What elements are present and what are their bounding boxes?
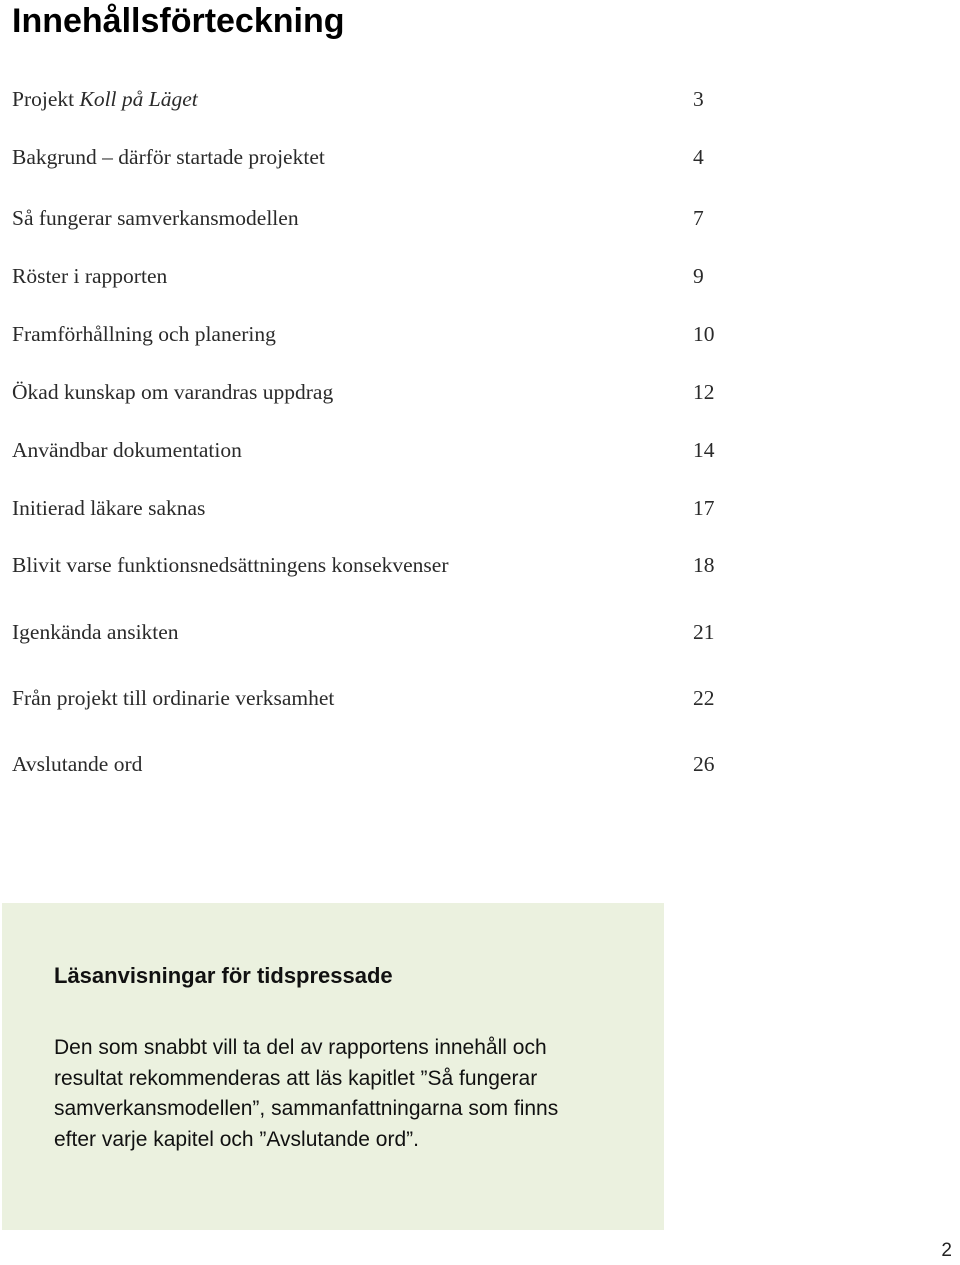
toc-entry — [12, 203, 722, 233]
toc-entry — [12, 493, 722, 523]
toc-entry-page: 22 — [693, 686, 715, 710]
reading-guide-line: samverkansmodellen”, sammanfattningarna som finns — [54, 1097, 559, 1120]
page-title: Innehållsförteckning — [12, 2, 345, 40]
toc-entry-page: 21 — [693, 620, 715, 644]
toc-entry-page: 4 — [693, 145, 704, 169]
toc-entry-page: 9 — [693, 264, 704, 288]
toc-entry — [12, 550, 722, 580]
toc-entry-title: Så fungerar samverkansmodellen — [12, 206, 299, 230]
toc-entry — [12, 319, 722, 349]
toc-entry-page: 18 — [693, 553, 715, 577]
toc-entry-title: Röster i rapporten — [12, 264, 168, 288]
toc-entry — [12, 142, 722, 172]
toc-entry — [12, 435, 722, 465]
toc-entry-page: 26 — [693, 752, 715, 776]
toc-entry-page: 7 — [693, 206, 704, 230]
toc-entry — [12, 84, 722, 114]
toc-entry — [12, 683, 722, 713]
toc-entry-title: Användbar dokumentation — [12, 438, 242, 462]
toc-entry-page: 17 — [693, 496, 715, 520]
toc-entry — [12, 377, 722, 407]
reading-guide-line: resultat rekommenderas att läs kapitlet ”Så fungerar — [54, 1066, 538, 1090]
toc-entry-page: 12 — [693, 380, 715, 404]
toc-entry-title: Igenkända ansikten — [12, 620, 179, 644]
reading-guide-text — [54, 1033, 558, 1155]
reading-guide-line: efter varje kapitel och ”Avslutande ord”. — [54, 1127, 419, 1151]
toc-entry — [12, 749, 722, 779]
toc-entry-title: Blivit varse funktionsnedsättningens konsekvenser — [12, 553, 449, 577]
toc-entry-title: Från projekt till ordinarie verksamhet — [12, 686, 335, 710]
toc-entry-title: Framförhållning och planering — [12, 322, 276, 346]
toc-entry — [12, 261, 722, 291]
reading-guide-line: Den som snabbt vill ta del av rapportens innehåll och — [54, 1036, 547, 1059]
toc-entry-page: 10 — [693, 322, 715, 346]
page-number: 2 — [941, 1240, 952, 1261]
toc-entry-page: 14 — [693, 438, 715, 462]
toc-entry-title: Bakgrund – därför startade projektet — [12, 145, 325, 169]
toc-entry-title: Ökad kunskap om varandras uppdrag — [12, 380, 334, 404]
toc-entry-title: Projekt Koll på Läget — [12, 87, 198, 111]
toc-entry-title: Avslutande ord — [12, 752, 143, 776]
reading-guide-heading: Läsanvisningar för tidspressade — [54, 963, 393, 988]
toc-entry — [12, 617, 722, 647]
toc-entry-page: 3 — [693, 87, 704, 111]
toc-entry-title: Initierad läkare saknas — [12, 496, 206, 520]
